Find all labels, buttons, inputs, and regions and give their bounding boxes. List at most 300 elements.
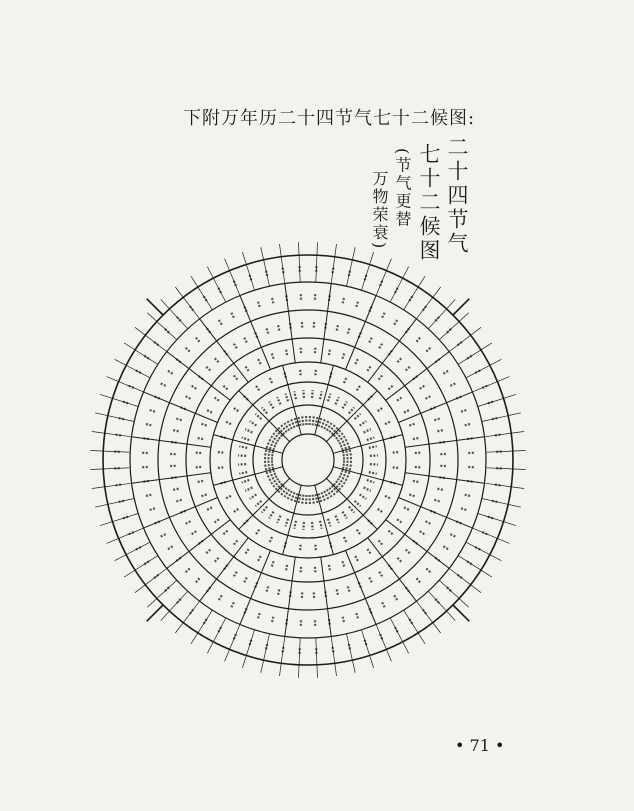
glyph-mark: [434, 418, 441, 420]
glyph-mark: [356, 300, 358, 307]
page-number: • 71 •: [455, 736, 505, 755]
glyph-mark: [291, 492, 295, 501]
pentad-divider: [376, 259, 391, 296]
glyph-mark: [245, 487, 252, 491]
glyph-mark: [245, 429, 252, 433]
glyph-mark: [355, 501, 361, 506]
glyph-mark: [379, 342, 383, 348]
title-line-2: 七十二候图: [417, 143, 441, 263]
pentad-divider: [261, 247, 270, 286]
glyph-mark: [195, 337, 200, 342]
term-divider: [399, 392, 473, 423]
glyph-mark: [426, 568, 431, 573]
pentad-divider: [90, 451, 130, 453]
glyph-mark: [385, 422, 391, 425]
glyph-mark: [234, 408, 239, 411]
glyph-mark: [266, 473, 275, 477]
glyph-mark: [450, 383, 456, 386]
glyph-mark: [278, 324, 280, 331]
glyph-mark: [369, 336, 372, 342]
pentad-divider: [390, 618, 409, 654]
glyph-mark: [382, 311, 385, 317]
pentad-divider: [416, 287, 440, 319]
glyph-mark: [310, 415, 311, 425]
glyph-mark: [404, 507, 409, 510]
month-divider: [239, 391, 290, 442]
caption: 下附万年历二十四节气七十二候图:: [183, 108, 476, 129]
glyph-mark: [239, 446, 247, 448]
month-divider: [326, 391, 377, 442]
glyph-mark: [234, 375, 238, 380]
glyph-mark: [394, 319, 398, 325]
pentad-divider: [299, 638, 301, 678]
glyph-mark: [420, 531, 426, 535]
glyph-mark: [335, 397, 339, 404]
glyph-mark: [335, 516, 339, 523]
glyph-mark: [369, 472, 377, 474]
pentad-divider: [347, 634, 356, 673]
glyph-mark: [342, 512, 347, 519]
glyph-mark: [437, 489, 444, 491]
glyph-mark: [258, 300, 260, 307]
pentad-divider: [466, 359, 502, 378]
glyph-mark: [214, 519, 219, 522]
solar-terms-wheel: [90, 240, 550, 710]
glyph-mark: [313, 495, 314, 505]
glyph-mark: [312, 390, 313, 398]
glyph-mark: [465, 424, 472, 426]
glyph-mark: [367, 438, 375, 441]
glyph-mark: [195, 578, 200, 583]
wheel-diagram: [90, 240, 550, 710]
glyph-mark: [360, 494, 367, 499]
glyph-mark: [303, 522, 304, 530]
glyph-mark: [302, 415, 303, 425]
glyph-mark: [294, 391, 296, 399]
glyph-mark: [300, 369, 301, 375]
pentad-divider: [473, 377, 510, 392]
pentad-divider: [115, 542, 151, 561]
glyph-mark: [370, 464, 378, 465]
title-line-3: (节气更替: [393, 148, 412, 229]
pentad-divider: [175, 601, 199, 633]
glyph-mark: [238, 464, 246, 465]
glyph-mark: [145, 495, 152, 497]
glyph-mark: [205, 366, 210, 371]
pentad-divider: [207, 618, 226, 654]
glyph-mark: [461, 410, 468, 412]
term-divider: [240, 296, 271, 370]
glyph-mark: [360, 421, 367, 426]
pentad-divider: [376, 625, 391, 662]
glyph-mark: [369, 578, 372, 584]
glyph-mark: [258, 613, 260, 620]
glyph-mark: [184, 396, 190, 399]
glyph-mark: [159, 383, 165, 386]
pentad-divider: [316, 638, 318, 678]
pentad-divider: [280, 637, 285, 677]
glyph-mark: [286, 519, 289, 527]
glyph-mark: [190, 385, 196, 389]
glyph-mark: [398, 357, 403, 362]
wheel-ring: [158, 310, 458, 610]
glyph-mark: [465, 495, 472, 497]
glyph-mark: [233, 572, 237, 578]
glyph-mark: [255, 501, 261, 506]
pentad-divider: [449, 568, 481, 592]
glyph-mark: [343, 454, 353, 455]
glyph-mark: [286, 565, 287, 571]
glyph-mark: [413, 481, 419, 482]
glyph-mark: [388, 531, 393, 535]
title-line-1: 二十四节气: [445, 136, 469, 256]
glyph-mark: [328, 519, 331, 527]
glyph-mark: [272, 561, 274, 567]
glyph-mark: [234, 540, 238, 545]
glyph-mark: [270, 537, 273, 543]
pentad-divider: [478, 514, 516, 526]
glyph-mark: [258, 556, 261, 561]
glyph-mark: [233, 342, 237, 348]
glyph-mark: [409, 494, 415, 496]
pentad-divider: [100, 514, 138, 526]
glyph-mark: [286, 349, 287, 355]
pentad-divider: [95, 499, 134, 508]
glyph-mark: [320, 521, 322, 529]
glyph-mark: [343, 297, 345, 304]
season-divider: [147, 605, 163, 621]
glyph-mark: [355, 556, 358, 561]
glyph-mark: [367, 549, 370, 554]
wheel-ring: [130, 282, 486, 638]
glyph-mark: [190, 531, 196, 535]
glyph-mark: [172, 489, 179, 491]
glyph-mark: [413, 438, 419, 439]
glyph-mark: [286, 394, 289, 402]
pentad-divider: [92, 483, 132, 488]
glyph-mark: [342, 353, 344, 359]
glyph-mark: [245, 366, 248, 371]
pentad-divider: [207, 267, 226, 303]
glyph-mark: [272, 353, 274, 359]
pentad-divider: [261, 634, 270, 673]
glyph-mark: [214, 357, 219, 362]
pentad-divider: [280, 244, 285, 284]
glyph-mark: [242, 480, 250, 483]
glyph-mark: [262, 507, 267, 513]
glyph-mark: [443, 370, 449, 374]
month-divider: [326, 478, 377, 529]
pentad-divider: [175, 287, 199, 319]
pentad-divider: [486, 468, 526, 470]
glyph-mark: [342, 561, 344, 567]
pentad-divider: [466, 542, 502, 561]
glyph-mark: [266, 586, 268, 593]
glyph-mark: [172, 430, 179, 432]
glyph-mark: [263, 465, 273, 466]
glyph-mark: [310, 495, 311, 505]
glyph-mark: [239, 472, 247, 474]
glyph-mark: [223, 531, 228, 535]
glyph-mark: [266, 443, 275, 447]
glyph-mark: [382, 602, 385, 608]
glyph-mark: [231, 311, 234, 317]
glyph-mark: [348, 586, 350, 593]
glyph-mark: [277, 516, 281, 523]
glyph-mark: [277, 397, 281, 404]
glyph-mark: [420, 385, 426, 389]
glyph-mark: [244, 336, 247, 342]
glyph-mark: [263, 458, 273, 459]
glyph-mark: [234, 509, 239, 512]
glyph-mark: [426, 396, 432, 399]
pentad-divider: [482, 499, 521, 508]
glyph-mark: [272, 617, 274, 624]
glyph-mark: [272, 297, 274, 304]
pentad-divider: [225, 625, 240, 662]
glyph-mark: [344, 537, 347, 543]
season-divider: [147, 299, 163, 315]
pentad-divider: [225, 259, 240, 296]
term-divider: [144, 392, 218, 423]
glyph-mark: [379, 572, 383, 578]
glyph-mark: [226, 422, 232, 425]
glyph-mark: [393, 452, 399, 453]
glyph-mark: [167, 546, 173, 550]
glyph-mark: [231, 602, 234, 608]
wheel-ring: [186, 338, 430, 582]
glyph-mark: [278, 589, 280, 596]
glyph-mark: [329, 565, 330, 571]
glyph-mark: [205, 550, 210, 555]
season-divider: [453, 299, 469, 315]
glyph-mark: [367, 366, 370, 371]
glyph-mark: [343, 458, 353, 459]
glyph-mark: [270, 378, 273, 384]
pentad-divider: [107, 377, 144, 392]
glyph-mark: [349, 407, 354, 413]
glyph-mark: [197, 438, 203, 439]
pentad-divider: [362, 630, 374, 668]
glyph-mark: [349, 507, 354, 513]
glyph-mark: [379, 375, 383, 380]
glyph-mark: [250, 421, 257, 426]
term-divider: [346, 296, 377, 370]
glyph-mark: [306, 415, 307, 425]
glyph-mark: [394, 595, 398, 601]
glyph-mark: [426, 521, 432, 524]
wheel-ring: [103, 255, 513, 665]
glyph-mark: [302, 495, 303, 505]
glyph-mark: [303, 390, 304, 398]
glyph-mark: [258, 359, 261, 364]
pentad-divider: [242, 252, 254, 290]
glyph-mark: [337, 589, 339, 596]
glyph-mark: [185, 347, 190, 352]
glyph-mark: [201, 424, 207, 426]
glyph-mark: [167, 370, 173, 374]
glyph-mark: [397, 519, 402, 522]
glyph-mark: [356, 613, 358, 620]
glyph-mark: [197, 481, 203, 482]
glyph-mark: [342, 402, 347, 409]
glyph-mark: [315, 369, 316, 375]
glyph-mark: [348, 327, 350, 334]
glyph-mark: [343, 617, 345, 624]
pentad-divider: [390, 267, 409, 303]
glyph-mark: [340, 443, 349, 447]
glyph-mark: [250, 494, 257, 499]
term-divider: [240, 551, 271, 625]
term-divider: [346, 551, 377, 625]
glyph-mark: [321, 418, 325, 427]
glyph-mark: [148, 508, 155, 510]
glyph-mark: [340, 473, 349, 477]
glyph-mark: [393, 467, 399, 468]
glyph-mark: [343, 462, 353, 463]
glyph-mark: [306, 495, 307, 505]
glyph-mark: [321, 492, 325, 501]
term-divider: [399, 498, 473, 529]
pentad-divider: [416, 601, 440, 633]
glyph-mark: [263, 462, 273, 463]
pentad-divider: [449, 327, 481, 351]
glyph-mark: [388, 386, 393, 390]
pentad-divider: [331, 637, 336, 677]
pentad-divider: [362, 252, 374, 290]
glyph-mark: [238, 455, 246, 456]
glyph-mark: [315, 545, 316, 551]
glyph-mark: [364, 487, 371, 491]
glyph-mark: [223, 386, 228, 390]
glyph-mark: [343, 465, 353, 466]
glyph-mark: [357, 386, 360, 391]
glyph-mark: [406, 550, 411, 555]
glyph-mark: [266, 327, 268, 334]
glyph-mark: [217, 467, 223, 468]
pentad-divider: [478, 394, 516, 406]
glyph-mark: [320, 391, 322, 399]
glyph-mark: [426, 347, 431, 352]
pentad-divider: [242, 630, 254, 668]
glyph-mark: [245, 549, 248, 554]
glyph-mark: [184, 521, 190, 524]
glyph-mark: [300, 545, 301, 551]
pentad-divider: [90, 468, 130, 470]
glyph-mark: [256, 386, 259, 391]
glyph-mark: [378, 408, 383, 411]
pentad-divider: [316, 242, 318, 282]
glyph-mark: [369, 446, 377, 448]
glyph-mark: [294, 521, 296, 529]
glyph-mark: [437, 430, 444, 432]
glyph-mark: [207, 507, 212, 510]
term-divider: [144, 498, 218, 529]
pentad-divider: [299, 242, 301, 282]
glyph-mark: [329, 349, 330, 355]
month-divider: [239, 478, 290, 529]
glyph-mark: [262, 407, 267, 413]
pentad-divider: [95, 413, 134, 422]
glyph-mark: [148, 410, 155, 412]
glyph-mark: [244, 578, 247, 584]
glyph-mark: [312, 522, 313, 530]
wheel-ring: [282, 434, 334, 486]
glyph-mark: [404, 410, 409, 413]
glyph-mark: [370, 455, 378, 456]
pentad-divider: [486, 451, 526, 453]
glyph-mark: [175, 418, 182, 420]
glyph-mark: [201, 494, 207, 496]
pentad-divider: [135, 568, 167, 592]
glyph-mark: [409, 424, 415, 426]
glyph-mark: [328, 394, 331, 402]
pentad-divider: [482, 413, 521, 422]
glyph-mark: [367, 480, 375, 483]
glyph-mark: [416, 337, 421, 342]
glyph-mark: [406, 366, 411, 371]
pentad-divider: [115, 359, 151, 378]
glyph-mark: [145, 424, 152, 426]
glyph-mark: [185, 568, 190, 573]
glyph-mark: [175, 500, 182, 502]
glyph-mark: [416, 578, 421, 583]
glyph-mark: [344, 378, 347, 384]
pentad-divider: [485, 483, 525, 488]
glyph-mark: [337, 324, 339, 331]
pentad-divider: [347, 247, 356, 286]
glyph-mark: [214, 397, 219, 400]
glyph-mark: [226, 496, 232, 499]
glyph-mark: [218, 595, 222, 601]
glyph-mark: [269, 402, 274, 409]
glyph-mark: [214, 558, 219, 563]
glyph-mark: [357, 530, 360, 535]
glyph-mark: [461, 508, 468, 510]
pentad-divider: [107, 528, 144, 543]
season-divider: [453, 605, 469, 621]
pentad-divider: [135, 327, 167, 351]
glyph-mark: [450, 534, 456, 537]
glyph-mark: [398, 558, 403, 563]
glyph-mark: [434, 500, 441, 502]
glyph-mark: [255, 414, 261, 419]
glyph-mark: [256, 530, 259, 535]
glyph-mark: [379, 540, 383, 545]
pentad-divider: [331, 244, 336, 284]
glyph-mark: [397, 397, 402, 400]
pentad-divider: [485, 432, 525, 437]
glyph-mark: [159, 534, 165, 537]
glyph-mark: [263, 454, 273, 455]
glyph-mark: [217, 452, 223, 453]
title-line-4: 万物荣衰): [370, 170, 389, 251]
glyph-mark: [378, 509, 383, 512]
pentad-divider: [100, 394, 138, 406]
glyph-mark: [443, 546, 449, 550]
glyph-mark: [291, 418, 295, 427]
glyph-mark: [242, 438, 250, 441]
glyph-mark: [364, 429, 371, 433]
glyph-mark: [269, 512, 274, 519]
pentad-divider: [92, 432, 132, 437]
pentad-divider: [473, 528, 510, 543]
glyph-mark: [313, 415, 314, 425]
glyph-mark: [385, 496, 391, 499]
glyph-mark: [355, 414, 361, 419]
glyph-mark: [207, 410, 212, 413]
glyph-mark: [355, 359, 358, 364]
